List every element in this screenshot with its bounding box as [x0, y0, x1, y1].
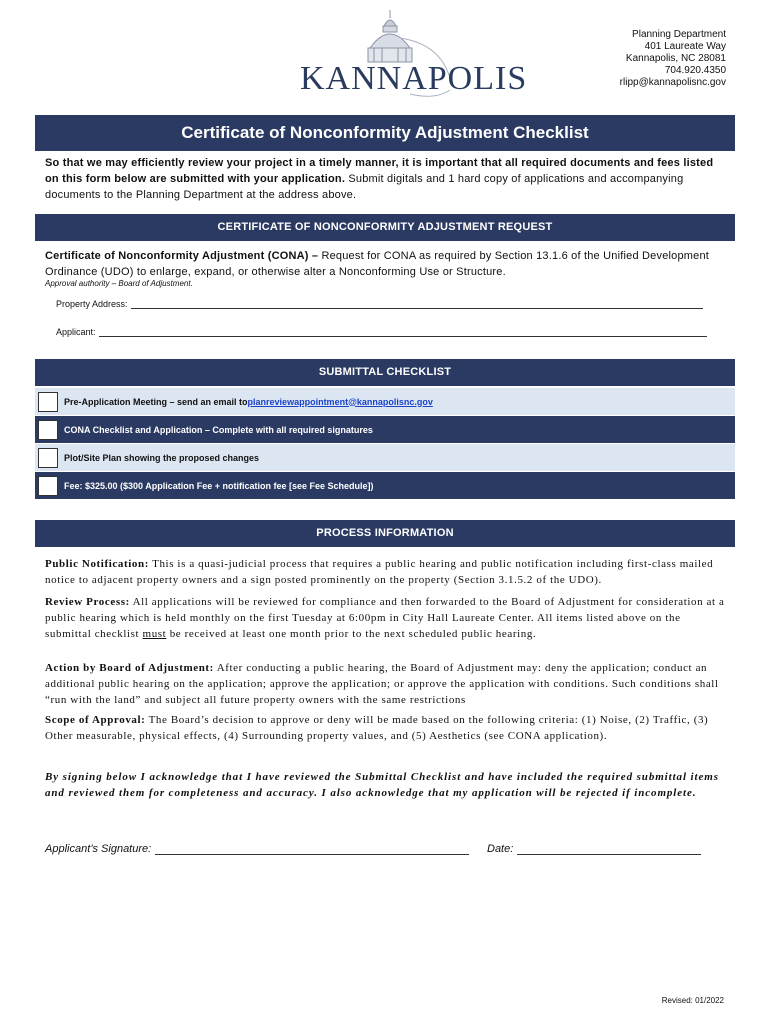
intro-text: Submit digitals and 1 hard copy of applications and accompanying documents to the Planning Department at the address above. — [45, 173, 684, 201]
intro-paragraph — [45, 155, 729, 203]
property-address-label: Property Address: — [56, 299, 128, 309]
date-line[interactable] — [517, 842, 701, 855]
public-notification-label: Public Notification: — [45, 558, 149, 570]
property-address-line[interactable] — [131, 298, 703, 309]
street-address: 401 Laureate Way — [644, 41, 726, 52]
approval-authority: Approval authority – Board of Adjustment. — [45, 279, 193, 288]
checklist-checkbox[interactable] — [38, 392, 58, 412]
revision-date: Revised: 01/2022 — [661, 996, 724, 1005]
applicant-line[interactable] — [99, 326, 707, 337]
must-emphasis: must — [142, 628, 167, 640]
cona-text: Request for CONA as required by Section 13.1.6 of the Unified Development Ordinance (UDO) to enlarge, expand, or otherwise alter a Nonconforming Use or Structure. — [45, 250, 710, 278]
checklist-item-text: Plot/Site Plan showing the proposed changes — [64, 452, 260, 463]
phone-number: 704.920.4350 — [664, 65, 726, 76]
checklist-item-site-plan[interactable] — [35, 444, 735, 471]
checklist-checkbox[interactable] — [38, 448, 58, 468]
checklist-item-pre-application[interactable] — [35, 388, 735, 415]
contact-block — [620, 29, 726, 89]
logo-wordmark: KANNAPOLIS — [300, 60, 528, 97]
kannapolis-logo — [300, 8, 528, 106]
date-label: Date: — [487, 843, 514, 855]
checklist-item-text: CONA Checklist and Application – Complete with all required signatures — [64, 424, 373, 435]
cona-bold-text: Certificate of Nonconformity Adjustment (CONA) – — [45, 250, 319, 262]
date-field[interactable] — [487, 842, 701, 855]
action-label: Action by Board of Adjustment: — [45, 662, 214, 674]
public-notification-text: This is a quasi-judicial process that requires a public hearing and public notification including first-class mailed notice to adjacent property owners and a sign posted prominently on the property (Section 3.1.5.2 of the UDO). — [45, 558, 714, 586]
scope-text: The Board’s decision to approve or deny will be made based on the following criteria: (1) Noise, (2) Traffic, (3) Other measurable, physical effects, (4) Surrounding property values, and (5) Aesthetics (see CONA application). — [45, 714, 709, 742]
checklist-checkbox[interactable] — [38, 420, 58, 440]
page-title: Certificate of Nonconformity Adjustment Checklist — [35, 115, 735, 151]
checklist-item-application[interactable] — [35, 416, 735, 443]
review-process-text-end: be received at least one month prior to the next scheduled public hearing. — [166, 628, 537, 640]
request-section-heading: CERTIFICATE OF NONCONFORMITY ADJUSTMENT REQUEST — [35, 214, 735, 241]
scope-label: Scope of Approval: — [45, 714, 146, 726]
city-state-zip: Kannapolis, NC 28081 — [625, 53, 726, 64]
intro-bold-text: So that we may efficiently review your project in a timely manner, it is important that all required documents and fees listed on this form below are submitted with your application. — [45, 157, 714, 185]
review-process-paragraph — [45, 594, 729, 642]
checklist-checkbox[interactable] — [38, 476, 58, 496]
checklist-heading: SUBMITTAL CHECKLIST — [35, 359, 735, 386]
cona-description — [45, 248, 729, 280]
checklist-item-fee[interactable] — [35, 472, 735, 499]
scope-paragraph — [45, 712, 729, 744]
review-process-text: All applications will be reviewed for compliance and then forwarded to the Board of Adjustment for consideration at a public hearing which is held monthly on the first Tuesday at 6:00pm in City Hall Laureate Center. All items listed above on the submittal checklist — [45, 596, 725, 640]
applicant-signature-line[interactable] — [155, 842, 469, 855]
review-process-label: Review Process: — [45, 596, 130, 608]
contact-email[interactable]: rlipp@kannapolisnc.gov — [619, 77, 726, 88]
public-notification-paragraph — [45, 556, 729, 588]
department-name: Planning Department — [632, 29, 726, 40]
applicant-signature-field[interactable] — [45, 842, 469, 855]
property-address-field[interactable] — [56, 298, 703, 309]
checklist-item-text: Fee: $325.00 ($300 Application Fee + notification fee [see Fee Schedule]) — [64, 480, 374, 491]
acknowledgement-statement: By signing below I acknowledge that I have reviewed the Submittal Checklist and have included the required submittal items and reviewed them for completeness and accuracy. I also acknowledge that my application will be rejected if incomplete. — [45, 771, 719, 799]
action-paragraph — [45, 660, 729, 708]
applicant-signature-label: Applicant’s Signature: — [45, 843, 152, 855]
process-heading: PROCESS INFORMATION — [35, 520, 735, 547]
appointment-email-link[interactable]: planreviewappointment@kannapolisnc.gov — [247, 396, 433, 407]
applicant-field[interactable] — [56, 326, 707, 337]
checklist-item-text: Pre-Application Meeting – send an email to — [64, 396, 248, 407]
applicant-label: Applicant: — [56, 327, 96, 337]
action-text: After conducting a public hearing, the Board of Adjustment may: deny the application; conduct an additional public hearing on the application; approve the application; or approve the application with conditions. Such conditions shall “run with the land” and subject all future property owners with the same restrictions — [45, 662, 719, 706]
